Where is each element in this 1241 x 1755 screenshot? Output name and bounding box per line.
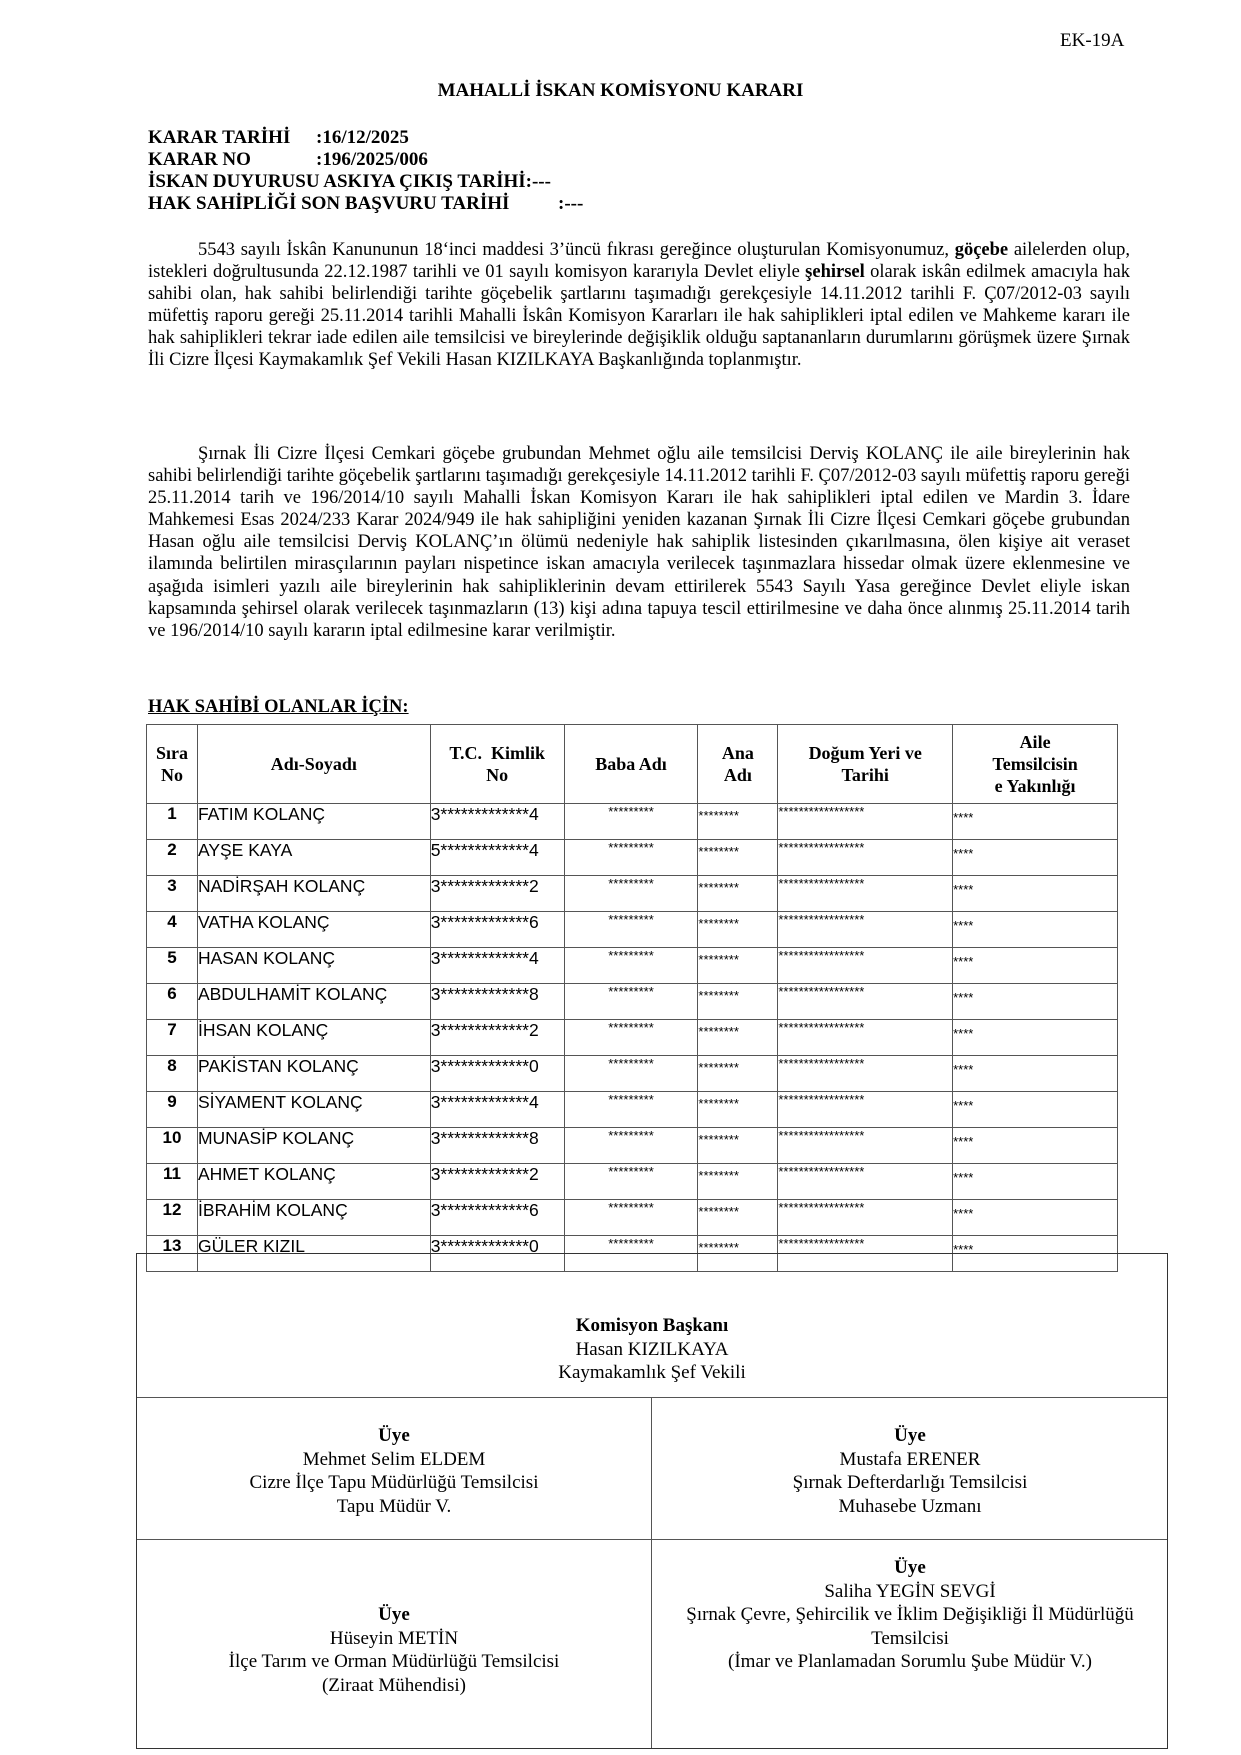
member-2-signature <box>653 1424 1167 1518</box>
row-tc-kimlik: 3*************6 <box>430 1200 564 1236</box>
p1-bold-sehirsel: şehirsel <box>805 262 865 283</box>
row-name: NADİRŞAH KOLANÇ <box>197 876 430 912</box>
row-baba-adi: ********* <box>564 1056 698 1092</box>
row-dogum: ***************** <box>778 1092 953 1128</box>
member-3-signature <box>137 1603 651 1697</box>
table-row <box>147 1164 1118 1200</box>
row-name: AYŞE KAYA <box>197 840 430 876</box>
row-baba-adi: ********* <box>564 984 698 1020</box>
member-3-role: Üye <box>378 1604 410 1625</box>
member-1-role: Üye <box>378 1425 410 1446</box>
row-dogum: ***************** <box>778 840 953 876</box>
row-dogum: ***************** <box>778 912 953 948</box>
row-tc-kimlik: 3*************4 <box>430 1092 564 1128</box>
row-name: ABDULHAMİT KOLANÇ <box>197 984 430 1020</box>
beneficiaries-table <box>146 724 1118 1272</box>
row-tc-kimlik: 5*************4 <box>430 840 564 876</box>
row-name: MUNASİP KOLANÇ <box>197 1128 430 1164</box>
paragraph-2: Şırnak İli Cizre İlçesi Cemkari göçebe grubundan Mehmet oğlu aile temsilcisi Derviş KOLANÇ ile aile bireylerinin hak sahibi belirlendiği tarihte göçebelik şartlarını taşımadığı gerekçesiyle 14.11.2012 tarihli F. Ç07/2012-03 sayılı müfettiş raporu gereği 25.11.2014 tarih ve 196/2014/10 sayılı Mahalli İskan Komisyon Kararı ile hak sahiplikleri iptal edilen ve Mardin 3. İdare Mahkemesi Esas 2024/233 Karar 2024/949 ile hak sahipliğini yeniden kazanan Şırnak İli Cizre İlçesi Cemkari göçebe grubundan Hasan oğlu aile temsilcisi Derviş KOLANÇ’ın ölümü nedeniyle hak sahiplik listesinden çıkarılmasına, ölen kişiye ait veraset ilamında belirtilen mirasçılarının payları nispetince iskan amacıyla verilecek taşınmazlara hissedar olmak üzere eklenmesine ve aşağıda isimleri yazılı aile bireylerinin hak sahipliklerinin devam ettirilerek 5543 Sayılı Yasa gereğince Devlet eliyle iskan kapsamında şehirsel olarak verilecek taşınmazların (13) kişi adına tapuya tescil ettirilmesine ve daha önce alınmış 25.11.2014 tarih ve 196/2014/10 sayılı kararın iptal edilmesine karar verilmiştir. <box>148 444 1130 641</box>
table-row <box>147 1092 1118 1128</box>
meta-karar-no <box>148 149 583 171</box>
row-dogum: ***************** <box>778 1164 953 1200</box>
row-yakinlik: **** <box>953 1236 1118 1272</box>
row-baba-adi: ********* <box>564 1092 698 1128</box>
karar-no-value: :196/2025/006 <box>316 149 428 170</box>
member-1-name: Mehmet Selim ELDEM <box>302 1448 486 1470</box>
row-no: 12 <box>147 1200 198 1236</box>
member-3-title: İlçe Tarım ve Orman Müdürlüğü Temsilcisi <box>228 1651 560 1672</box>
row-baba-adi: ********* <box>564 840 698 876</box>
meta-son-basvuru <box>148 193 583 215</box>
row-dogum: ***************** <box>778 1128 953 1164</box>
chair-title: Kaymakamlık Şef Vekili <box>558 1362 746 1383</box>
row-no: 2 <box>147 840 198 876</box>
decision-meta <box>148 127 583 215</box>
member-3-name: Hüseyin METİN <box>329 1627 459 1649</box>
member-2-subtitle: Muhasebe Uzmanı <box>838 1495 982 1517</box>
row-yakinlik: **** <box>953 1200 1118 1236</box>
askiya-label: İSKAN DUYURUSU ASKIYA ÇIKIŞ TARİHİ: <box>148 171 532 192</box>
row-tc-kimlik: 3*************6 <box>430 912 564 948</box>
divider-horizontal <box>137 1539 1167 1540</box>
karar-tarihi-value: :16/12/2025 <box>316 127 409 148</box>
p1-bold-gocebe: göçebe <box>954 240 1009 260</box>
member-2-title: Şırnak Defterdarlığı Temsilcisi <box>792 1472 1028 1493</box>
row-name: SİYAMENT KOLANÇ <box>197 1092 430 1128</box>
header-adi-soyadi: Adı-Soyadı <box>197 725 430 804</box>
row-tc-kimlik: 3*************4 <box>430 948 564 984</box>
row-tc-kimlik: 3*************4 <box>430 804 564 840</box>
table-row <box>147 1128 1118 1164</box>
signature-block <box>136 1253 1168 1749</box>
annex-label: EK-19A <box>1060 30 1125 51</box>
meta-askiya <box>148 171 583 193</box>
table-header-row <box>147 725 1118 804</box>
member-1-title: Cizre İlçe Tapu Müdürlüğü Temsilcisi <box>249 1472 539 1493</box>
row-no: 8 <box>147 1056 198 1092</box>
row-name: İBRAHİM KOLANÇ <box>197 1200 430 1236</box>
chair-signature <box>137 1254 1167 1398</box>
row-no: 9 <box>147 1092 198 1128</box>
document-title: MAHALLİ İSKAN KOMİSYONU KARARI <box>437 80 804 101</box>
row-yakinlik: **** <box>953 840 1118 876</box>
row-ana-adi: ******** <box>698 1020 778 1056</box>
row-ana-adi: ******** <box>698 948 778 984</box>
row-ana-adi: ******** <box>698 1128 778 1164</box>
row-yakinlik: **** <box>953 984 1118 1020</box>
row-no: 7 <box>147 1020 198 1056</box>
row-tc-kimlik: 3*************0 <box>430 1056 564 1092</box>
row-yakinlik: **** <box>953 912 1118 948</box>
row-dogum: ***************** <box>778 804 953 840</box>
row-tc-kimlik: 3*************2 <box>430 1020 564 1056</box>
row-name: HASAN KOLANÇ <box>197 948 430 984</box>
row-dogum: ***************** <box>778 948 953 984</box>
row-yakinlik: **** <box>953 804 1118 840</box>
member-4-title: Şırnak Çevre, Şehircilik ve İklim Değişikliği İl Müdürlüğü <box>686 1604 1134 1625</box>
row-baba-adi: ********* <box>564 948 698 984</box>
row-no: 5 <box>147 948 198 984</box>
row-dogum: ***************** <box>778 876 953 912</box>
askiya-value: --- <box>531 171 551 192</box>
row-baba-adi: ********* <box>564 1236 698 1272</box>
header-sira-no: Sıra No <box>147 725 198 804</box>
row-baba-adi: ********* <box>564 876 698 912</box>
section-title: HAK SAHİBİ OLANLAR İÇİN: <box>148 697 409 717</box>
row-yakinlik: **** <box>953 1164 1118 1200</box>
member-3-subtitle: (Ziraat Mühendisi) <box>321 1674 467 1696</box>
row-name: PAKİSTAN KOLANÇ <box>197 1056 430 1092</box>
p1-text-a: 5543 sayılı İskân Kanununun 18‘inci maddesi 3’üncü fıkrası gereğince oluşturulan Komisyonumuz, <box>198 240 955 260</box>
table-row <box>147 876 1118 912</box>
row-yakinlik: **** <box>953 1128 1118 1164</box>
member-4-signature <box>653 1556 1167 1674</box>
row-no: 4 <box>147 912 198 948</box>
table-row <box>147 804 1118 840</box>
table-row <box>147 912 1118 948</box>
header-baba-adi: Baba Adı <box>564 725 698 804</box>
chair-name: Hasan KIZILKAYA <box>575 1338 729 1360</box>
member-2-name: Mustafa ERENER <box>839 1448 981 1470</box>
row-ana-adi: ******** <box>698 1200 778 1236</box>
son-basvuru-value: :--- <box>558 193 584 214</box>
row-dogum: ***************** <box>778 1056 953 1092</box>
paragraph-1 <box>148 239 1130 372</box>
row-name: AHMET KOLANÇ <box>197 1164 430 1200</box>
row-ana-adi: ******** <box>698 984 778 1020</box>
row-tc-kimlik: 3*************2 <box>430 1164 564 1200</box>
row-ana-adi: ******** <box>698 1056 778 1092</box>
row-ana-adi: ******** <box>698 1164 778 1200</box>
row-baba-adi: ********* <box>564 1020 698 1056</box>
table-row <box>147 840 1118 876</box>
row-ana-adi: ******** <box>698 912 778 948</box>
row-yakinlik: **** <box>953 1056 1118 1092</box>
row-baba-adi: ********* <box>564 1164 698 1200</box>
row-yakinlik: **** <box>953 948 1118 984</box>
row-name: VATHA KOLANÇ <box>197 912 430 948</box>
header-dogum: Doğum Yeri ve Tarihi <box>778 725 953 804</box>
member-1-subtitle: Tapu Müdür V. <box>336 1495 452 1517</box>
p1-text-e: olarak iskân edilmek amacıyla hak sahibi olan, hak sahibi belirlendiği tarihte göçebelik şartlarını taşımadığı gerekçesiyle 14.11.2012 tarihli F. Ç07/2012-03 sayılı müfettiş raporu gereği 25.11.2014 tarihli Mahalli İskân Komisyon Kararları ile hak sahiplikleri iptal edilen ve Mahkeme kararı ile hak sahiplikleri tekrar iade edilen aile temsilcisi ve bireylerinde değişiklik olduğu saptananların durumlarını görüşmek üzere Şırnak İli Cizre İlçesi Kaymakamlık Şef Vekili Hasan KIZILKAYA Başkanlığında toplanmıştır. <box>148 262 1130 371</box>
member-2-role: Üye <box>894 1425 926 1446</box>
chair-role: Komisyon Başkanı <box>575 1315 729 1336</box>
table-row <box>147 1056 1118 1092</box>
row-baba-adi: ********* <box>564 1200 698 1236</box>
row-tc-kimlik: 3*************8 <box>430 984 564 1020</box>
karar-no-label: KARAR NO <box>148 149 251 170</box>
row-ana-adi: ******** <box>698 1092 778 1128</box>
row-ana-adi: ******** <box>698 840 778 876</box>
row-dogum: ***************** <box>778 1236 953 1272</box>
meta-karar-tarihi <box>148 127 583 149</box>
row-no: 3 <box>147 876 198 912</box>
row-baba-adi: ********* <box>564 804 698 840</box>
row-yakinlik: **** <box>953 1092 1118 1128</box>
member-4-name: Saliha YEGİN SEVGİ <box>824 1580 996 1602</box>
row-ana-adi: ******** <box>698 1236 778 1272</box>
divider-vertical <box>651 1397 652 1748</box>
header-yakinlik: Aile Temsilcisin e Yakınlığı <box>953 725 1118 804</box>
row-yakinlik: **** <box>953 876 1118 912</box>
row-no: 13 <box>147 1236 198 1272</box>
row-name: FATIM KOLANÇ <box>197 804 430 840</box>
row-name: İHSAN KOLANÇ <box>197 1020 430 1056</box>
row-dogum: ***************** <box>778 984 953 1020</box>
row-dogum: ***************** <box>778 1020 953 1056</box>
row-no: 11 <box>147 1164 198 1200</box>
p1-text-c: ailelerden olup, istekleri doğrultusunda 22.12.1987 tarihli ve 01 sayılı komisyon kararıyla Devlet eliyle <box>148 240 1130 283</box>
member-4-role: Üye <box>894 1557 926 1578</box>
header-ana-adi: Ana Adı <box>698 725 778 804</box>
header-tc-kimlik: T.C. Kimlik No <box>430 725 564 804</box>
row-baba-adi: ********* <box>564 912 698 948</box>
table-row <box>147 1200 1118 1236</box>
row-dogum: ***************** <box>778 1200 953 1236</box>
member-4-title-cont: Temsilcisi <box>871 1627 949 1649</box>
karar-tarihi-label: KARAR TARİHİ <box>148 127 291 148</box>
row-baba-adi: ********* <box>564 1128 698 1164</box>
row-tc-kimlik: 3*************2 <box>430 876 564 912</box>
table-row <box>147 984 1118 1020</box>
row-yakinlik: **** <box>953 1020 1118 1056</box>
row-no: 10 <box>147 1128 198 1164</box>
row-tc-kimlik: 3*************8 <box>430 1128 564 1164</box>
row-tc-kimlik: 3*************0 <box>430 1236 564 1272</box>
row-ana-adi: ******** <box>698 876 778 912</box>
table-row <box>147 1020 1118 1056</box>
table-row <box>147 948 1118 984</box>
member-1-signature <box>137 1424 651 1518</box>
son-basvuru-label: HAK SAHİPLİĞİ SON BAŞVURU TARİHİ <box>148 193 510 214</box>
row-no: 6 <box>147 984 198 1020</box>
row-name: GÜLER KIZIL <box>197 1236 430 1272</box>
member-4-subtitle: (İmar ve Planlamadan Sorumlu Şube Müdür V.) <box>728 1651 1092 1672</box>
row-no: 1 <box>147 804 198 840</box>
row-ana-adi: ******** <box>698 804 778 840</box>
